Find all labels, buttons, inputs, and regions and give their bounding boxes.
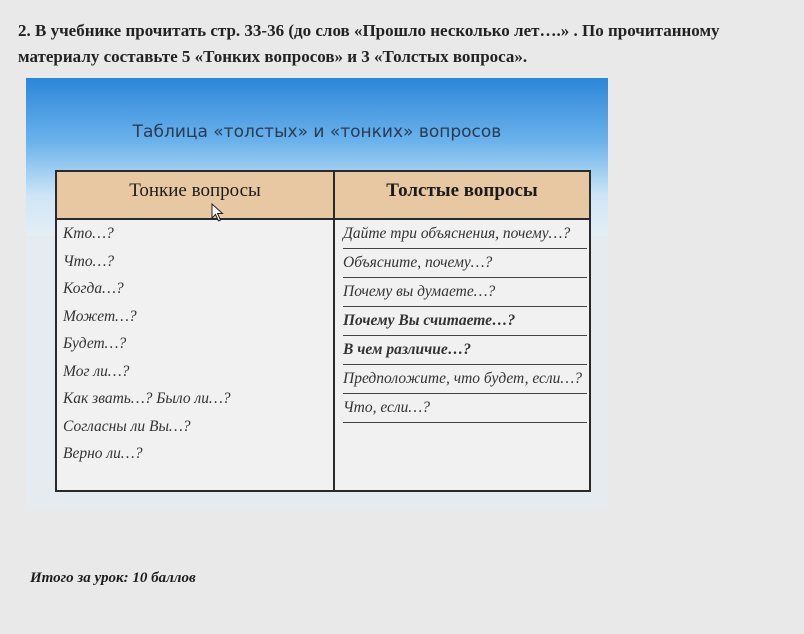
thin-question: Верно ли…? — [63, 445, 143, 462]
thick-questions-header: Толстые вопросы — [333, 172, 589, 220]
thick-question: Дайте три объяснения, почему…? — [343, 224, 587, 249]
task-instruction: 2. В учебнике прочитать стр. 33-36 (до слов «Прошло несколько лет….» . По прочитанному материалу составьте 5 «Тонких вопросов» и 3 «Толстых вопроса». — [18, 21, 720, 66]
thin-question: Согласны ли Вы…? — [63, 417, 191, 435]
lesson-total: Итого за урок: 10 баллов — [30, 570, 196, 586]
slide-image — [26, 78, 608, 510]
thin-question: Будет…? — [63, 335, 127, 352]
questions-table — [55, 170, 591, 492]
thin-questions-header: Тонкие вопросы — [57, 172, 333, 220]
thick-question: Предположите, что будет, если…? — [343, 369, 587, 394]
thin-questions-list — [63, 224, 325, 472]
thick-question: Объясните, почему…? — [343, 253, 587, 278]
thin-question: Что…? — [63, 252, 115, 270]
thin-question: Может…? — [63, 307, 137, 325]
thick-question: Что, если…? — [343, 398, 587, 423]
thick-questions-list — [343, 224, 587, 427]
thick-question: В чем различие…? — [343, 340, 587, 365]
column-divider — [333, 220, 335, 490]
thin-question: Мог ли…? — [63, 362, 130, 380]
thin-question: Кто…? — [63, 225, 114, 242]
thin-question: Когда…? — [63, 280, 124, 297]
mouse-pointer-icon — [211, 203, 225, 223]
slide-title: Таблица «толстых» и «тонких» вопросов — [132, 122, 502, 142]
thick-question: Почему Вы считаете…? — [343, 311, 587, 336]
thick-question: Почему вы думаете…? — [343, 282, 587, 307]
thin-question: Как звать…? Было ли…? — [63, 390, 231, 407]
